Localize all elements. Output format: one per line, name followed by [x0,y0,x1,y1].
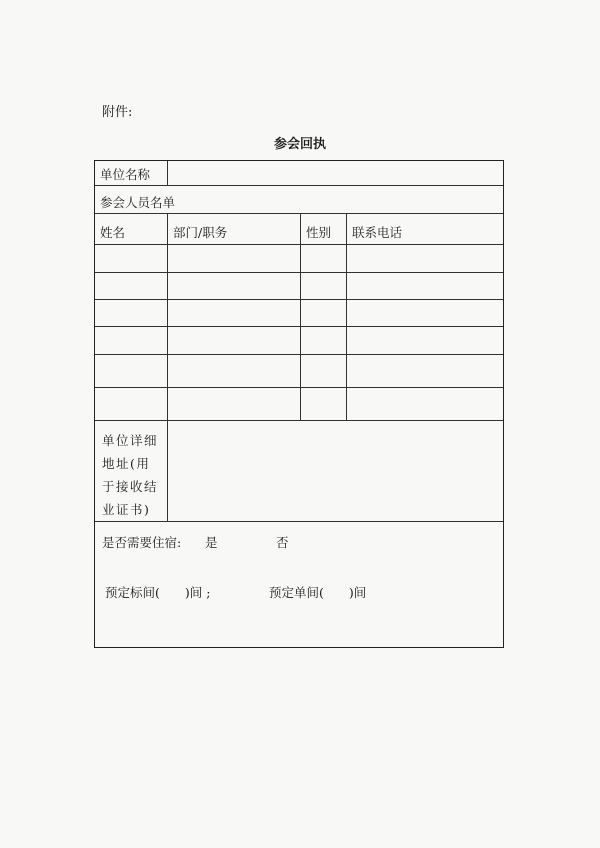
table-row[interactable] [95,273,504,299]
table-row[interactable] [95,327,504,354]
org-name-label: 单位名称 [100,167,151,182]
single-room-field[interactable]: 预定单间( )间 [269,585,367,600]
col-header-gender: 性别 [306,225,332,240]
lodging-no-option[interactable]: 否 [276,535,289,550]
table-row[interactable] [95,300,504,326]
form-title: 参会回执 [273,137,326,152]
col-header-phone: 联系电话 [352,225,403,240]
reply-form [94,160,504,648]
table-row[interactable] [95,388,504,420]
col-header-dept: 部门/职务 [173,225,228,240]
row-divider [95,521,503,522]
attendee-list-label: 参会人员名单 [100,195,176,210]
address-field[interactable] [168,421,504,521]
col-header-name: 姓名 [100,225,126,240]
lodging-yes-option[interactable]: 是 [205,535,218,550]
table-row[interactable] [95,245,504,272]
org-name-field[interactable] [168,161,504,185]
address-label: 单位详细地址(用于接收结业证书) [102,433,159,517]
attachment-label: 附件: [102,105,133,120]
lodging-question: 是否需要住宿: [102,535,182,550]
table-row[interactable] [95,355,504,387]
row-divider [95,185,503,186]
row-divider [95,213,503,214]
standard-room-field[interactable]: 预定标间( )间 ; [105,585,211,600]
